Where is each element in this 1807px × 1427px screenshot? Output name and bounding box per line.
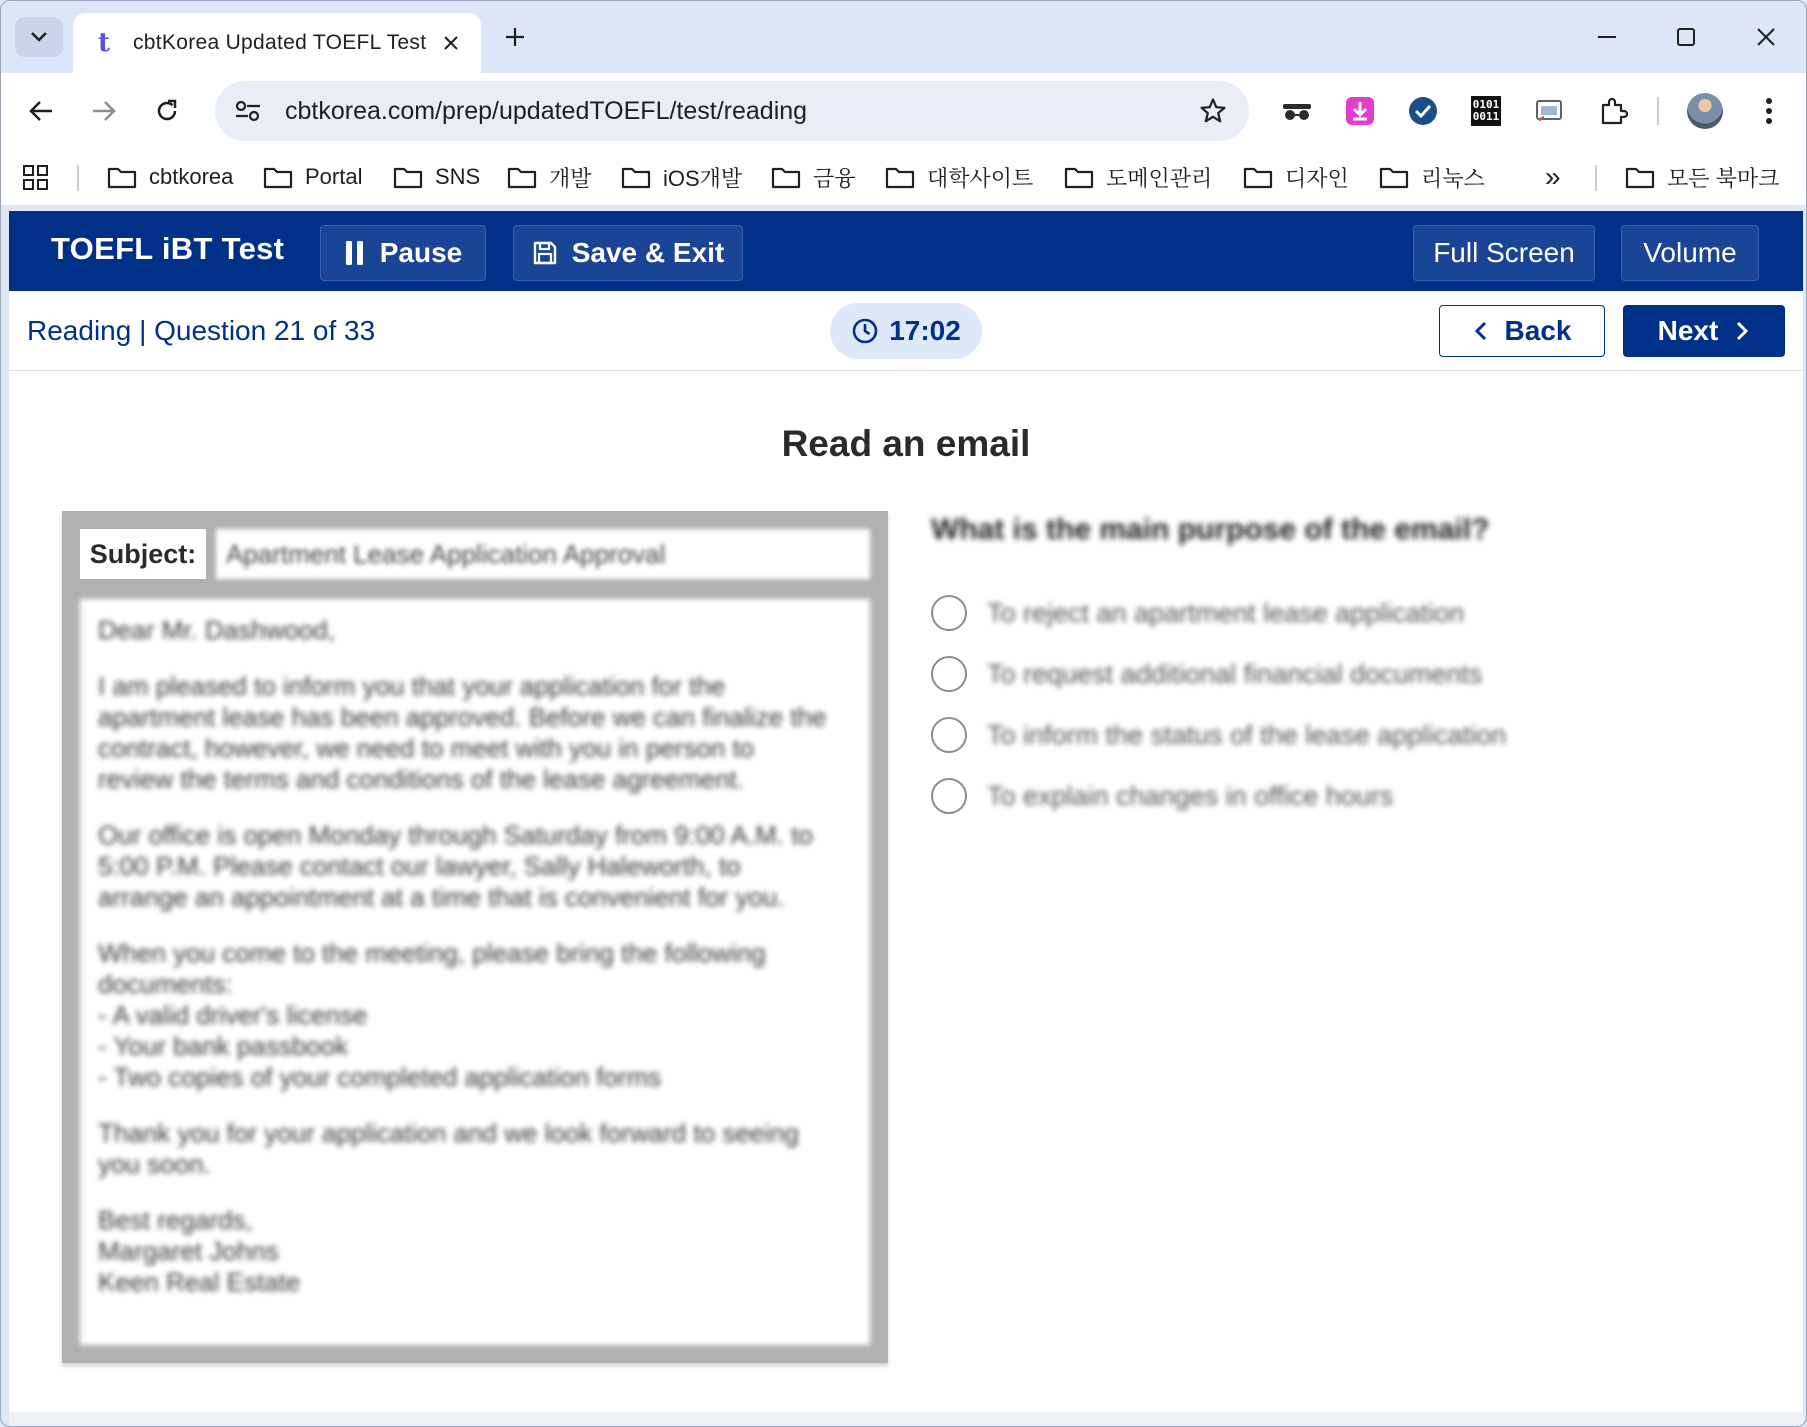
bookmark-folder-domain[interactable]: 도메인관리 (1064, 159, 1212, 195)
bookmark-folder-design[interactable]: 디자인 (1243, 159, 1349, 195)
page-bottom-strip (9, 1412, 1803, 1426)
plus-icon (504, 26, 526, 48)
bookmark-folder-cbtkorea[interactable]: cbtkorea (107, 159, 233, 195)
tab-search-button[interactable] (15, 17, 63, 57)
minimize-icon (1597, 35, 1617, 39)
answer-option-label: To request additional financial documents (987, 658, 1483, 689)
answer-option-label: To inform the status of the lease application (987, 719, 1507, 750)
profile-avatar[interactable] (1687, 93, 1723, 129)
question-nav-bar (9, 291, 1803, 371)
active-tab[interactable] (73, 13, 481, 73)
save-icon (532, 240, 558, 266)
new-tab-button[interactable] (497, 19, 533, 55)
bookmarks-bar (1, 149, 1806, 205)
folder-icon (1379, 165, 1409, 189)
maximize-icon (1676, 27, 1696, 47)
question-prompt: What is the main purpose of the email? (931, 513, 1490, 546)
radio-button[interactable] (931, 778, 967, 814)
bookmark-folder-ios-dev[interactable]: iOS개발 (621, 159, 742, 195)
menu-button[interactable] (1751, 93, 1787, 129)
folder-icon (771, 165, 801, 189)
clock-icon (851, 317, 879, 345)
volume-button[interactable]: Volume (1621, 225, 1759, 281)
window-close-button[interactable] (1738, 13, 1794, 61)
answer-option-1[interactable] (931, 593, 1464, 633)
star-icon (1199, 97, 1227, 125)
all-bookmarks-folder[interactable]: 모든 북마크 (1625, 159, 1779, 195)
toolbar-separator (1657, 97, 1659, 125)
arrow-left-icon (28, 99, 54, 123)
cbtkorea-favicon-icon: t (97, 28, 110, 58)
more-vert-icon (1765, 97, 1773, 125)
folder-icon (1064, 165, 1094, 189)
arrow-right-icon (91, 99, 117, 123)
countdown-timer (830, 303, 982, 359)
app-header (9, 211, 1803, 291)
test-app (9, 211, 1803, 1412)
extensions-puzzle-icon[interactable] (1595, 93, 1631, 129)
download-extension-icon[interactable] (1342, 93, 1378, 129)
close-icon (443, 35, 459, 51)
answer-option-2[interactable] (931, 654, 1482, 694)
email-paragraph-4: Thank you for your application and we look forward to seeing you soon. (98, 1118, 799, 1179)
reload-icon (154, 98, 180, 124)
browser-toolbar (1, 73, 1806, 149)
tab-strip (1, 1, 1806, 73)
full-screen-button[interactable]: Full Screen (1413, 225, 1595, 281)
task-heading: Read an email (781, 423, 1031, 464)
back-button[interactable]: Back (1439, 305, 1605, 357)
forward-nav-button[interactable] (82, 89, 126, 133)
folder-icon (393, 165, 423, 189)
folder-icon (1625, 165, 1655, 189)
folder-icon (621, 165, 651, 189)
email-paragraph-1: I am pleased to inform you that your application for the apartment lease has been approved. Before we can finalize the contract, however, we need to meet with you in person to review the terms and conditions of the lease agreement. (98, 671, 827, 794)
binary-extension-icon[interactable] (1468, 93, 1504, 129)
tab-title: cbtKorea Updated TOEFL Test (133, 31, 427, 54)
cast-extension-icon[interactable] (1531, 93, 1567, 129)
next-button[interactable]: Next (1623, 305, 1785, 357)
site-info-icon[interactable] (231, 94, 265, 128)
bookmark-folder-finance[interactable]: 금융 (771, 159, 856, 195)
check-extension-icon[interactable] (1405, 93, 1441, 129)
bookmark-folder-sns[interactable]: SNS (393, 159, 480, 195)
folder-icon (507, 165, 537, 189)
question-progress-label: Reading | Question 21 of 33 (27, 315, 376, 346)
bookmark-folder-dev[interactable]: 개발 (507, 159, 592, 195)
chevron-left-icon (1473, 320, 1489, 342)
app-title: TOEFL iBT Test (51, 231, 285, 266)
maximize-button[interactable] (1658, 13, 1714, 61)
bookmark-folder-linux[interactable]: 리눅스 (1379, 159, 1485, 195)
bookmark-separator (77, 165, 79, 191)
subject-label: Subject: (80, 529, 206, 579)
folder-icon (107, 165, 137, 189)
radio-button[interactable] (931, 717, 967, 753)
incognito-extension-icon[interactable] (1279, 93, 1315, 129)
chevron-right-icon (1734, 320, 1750, 342)
minimize-button[interactable] (1579, 13, 1635, 61)
answer-option-label: To explain changes in office hours (987, 780, 1394, 811)
answer-option-4[interactable] (931, 776, 1393, 816)
answer-option-label: To reject an apartment lease application (987, 597, 1465, 628)
bookmarks-overflow-button[interactable]: » (1545, 161, 1561, 192)
folder-icon (1243, 165, 1273, 189)
address-bar[interactable] (215, 81, 1249, 141)
save-exit-button[interactable]: Save & Exit (513, 225, 743, 281)
subject-value: Apartment Lease Application Approval (216, 529, 870, 579)
email-panel (62, 511, 888, 1363)
bookmark-folder-university[interactable]: 대학사이트 (885, 159, 1033, 195)
tab-close-button[interactable] (437, 29, 465, 57)
radio-button[interactable] (931, 595, 967, 631)
url-text: cbtkorea.com/prep/updatedTOEFL/test/reading (285, 96, 808, 125)
back-nav-button[interactable] (19, 89, 63, 133)
email-greeting: Dear Mr. Dashwood, (98, 615, 335, 645)
chevron-down-icon (30, 31, 48, 43)
pause-button[interactable]: Pause (320, 225, 486, 281)
email-signoff: Best regards, Margaret Johns Keen Real Estate (98, 1205, 301, 1297)
binary-extension-text: 0101 0011 (1471, 96, 1501, 126)
pause-icon (344, 240, 366, 266)
email-paragraph-3: When you come to the meeting, please bring the following documents: - A valid driver's license - Your bank passbook - Two copies of your completed application forms (98, 938, 766, 1092)
folder-icon (263, 165, 293, 189)
timer-value: 17:02 (889, 315, 961, 346)
close-icon (1756, 27, 1776, 47)
apps-grid-icon[interactable] (21, 163, 51, 193)
email-paragraph-2: Our office is open Monday through Saturday from 9:00 A.M. to 5:00 P.M. Please contact our lawyer, Sally Haleworth, to arrange an appointment at a time that is convenient for you. (98, 820, 813, 912)
bookmark-folder-portal[interactable]: Portal (263, 159, 362, 195)
reload-button[interactable] (145, 89, 189, 133)
radio-button[interactable] (931, 656, 967, 692)
folder-icon (885, 165, 915, 189)
email-body (80, 599, 870, 1345)
bookmark-separator (1595, 165, 1597, 191)
bookmark-star-button[interactable] (1191, 89, 1235, 133)
answer-option-3[interactable] (931, 715, 1506, 755)
